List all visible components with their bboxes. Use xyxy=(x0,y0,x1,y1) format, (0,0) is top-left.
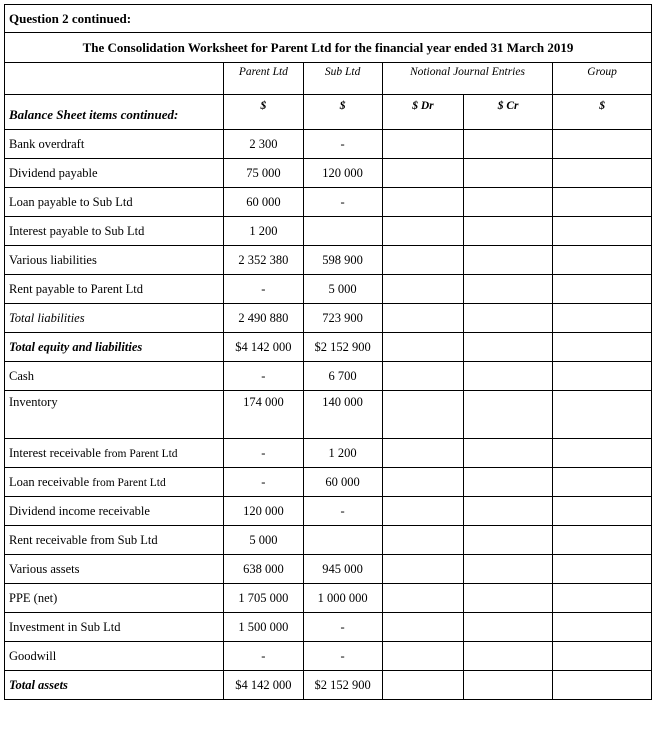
table-row xyxy=(5,468,652,497)
dr-cell[interactable] xyxy=(382,671,463,700)
table-row xyxy=(5,246,652,275)
group-cell[interactable] xyxy=(553,159,652,188)
dr-cell[interactable] xyxy=(382,275,463,304)
table-row xyxy=(5,275,652,304)
cr-cell[interactable] xyxy=(464,362,553,391)
table-row xyxy=(5,613,652,642)
table-row xyxy=(5,526,652,555)
dr-cell[interactable] xyxy=(382,613,463,642)
sub-value: 723 900 xyxy=(303,304,382,333)
dr-cell[interactable] xyxy=(382,304,463,333)
group-cell[interactable] xyxy=(553,188,652,217)
group-cell[interactable] xyxy=(553,642,652,671)
group-cell[interactable] xyxy=(553,304,652,333)
table-row xyxy=(5,671,652,700)
cr-cell[interactable] xyxy=(464,159,553,188)
parent-value: - xyxy=(224,439,303,468)
parent-value: 1 500 000 xyxy=(224,613,303,642)
row-label: Dividend income receivable xyxy=(5,497,224,526)
question-title: Question 2 continued: xyxy=(5,5,652,33)
cr-cell[interactable] xyxy=(464,188,553,217)
parent-value: $4 142 000 xyxy=(224,333,303,362)
parent-value: - xyxy=(224,362,303,391)
row-label-main: Loan receivable xyxy=(9,474,93,489)
table-row xyxy=(5,497,652,526)
cr-cell[interactable] xyxy=(464,584,553,613)
row-label-detail: from Parent Ltd xyxy=(92,476,166,489)
dr-cell[interactable] xyxy=(382,468,463,497)
sub-value: 120 000 xyxy=(303,159,382,188)
row-label xyxy=(5,468,224,497)
group-cell[interactable] xyxy=(553,555,652,584)
dr-cell[interactable] xyxy=(382,497,463,526)
group-cell[interactable] xyxy=(553,497,652,526)
dr-cell[interactable] xyxy=(382,362,463,391)
cr-cell[interactable] xyxy=(464,333,553,362)
dr-cell[interactable] xyxy=(382,159,463,188)
sub-value: 945 000 xyxy=(303,555,382,584)
parent-value: 60 000 xyxy=(224,188,303,217)
cr-cell[interactable] xyxy=(464,391,553,439)
cr-cell[interactable] xyxy=(464,497,553,526)
table-row xyxy=(5,188,652,217)
group-unit: $ xyxy=(553,95,652,130)
sub-value: 1 200 xyxy=(303,439,382,468)
cr-cell[interactable] xyxy=(464,468,553,497)
group-cell[interactable] xyxy=(553,391,652,439)
dr-cell[interactable] xyxy=(382,188,463,217)
sub-unit: $ xyxy=(303,95,382,130)
parent-value: 75 000 xyxy=(224,159,303,188)
sub-value xyxy=(303,526,382,555)
group-cell[interactable] xyxy=(553,130,652,159)
sub-value: - xyxy=(303,497,382,526)
worksheet-title: The Consolidation Worksheet for Parent Ltd for the financial year ended 31 March 2019 xyxy=(5,33,652,63)
sub-value: 6 700 xyxy=(303,362,382,391)
cr-cell[interactable] xyxy=(464,130,553,159)
dr-cell[interactable] xyxy=(382,555,463,584)
row-label: Rent receivable from Sub Ltd xyxy=(5,526,224,555)
label-column-header xyxy=(5,63,224,95)
table-row xyxy=(5,391,652,439)
row-label xyxy=(5,439,224,468)
cr-cell[interactable] xyxy=(464,275,553,304)
dr-cell[interactable] xyxy=(382,246,463,275)
worksheet-table xyxy=(4,4,652,700)
row-label-main: Interest receivable xyxy=(9,445,105,460)
parent-value: - xyxy=(224,642,303,671)
row-label: Various liabilities xyxy=(5,246,224,275)
table-row xyxy=(5,642,652,671)
row-label: Loan payable to Sub Ltd xyxy=(5,188,224,217)
table-row xyxy=(5,217,652,246)
table-row xyxy=(5,584,652,613)
sub-value xyxy=(303,217,382,246)
group-cell[interactable] xyxy=(553,439,652,468)
parent-value: 1 705 000 xyxy=(224,584,303,613)
sub-value: 140 000 xyxy=(303,391,382,439)
group-cell[interactable] xyxy=(553,246,652,275)
dr-unit: $ Dr xyxy=(382,95,463,130)
cr-cell[interactable] xyxy=(464,555,553,584)
sub-value: - xyxy=(303,642,382,671)
parent-value: 2 352 380 xyxy=(224,246,303,275)
cr-cell[interactable] xyxy=(464,613,553,642)
dr-cell[interactable] xyxy=(382,439,463,468)
group-cell[interactable] xyxy=(553,468,652,497)
balance-sheet-rows xyxy=(5,130,652,700)
row-label-detail: from Parent Ltd xyxy=(104,447,178,460)
row-label: Total assets xyxy=(5,671,224,700)
dr-cell[interactable] xyxy=(382,217,463,246)
group-column-header: Group xyxy=(553,63,652,95)
group-cell[interactable] xyxy=(553,333,652,362)
group-cell[interactable] xyxy=(553,526,652,555)
dr-cell[interactable] xyxy=(382,333,463,362)
parent-value: 2 300 xyxy=(224,130,303,159)
table-row xyxy=(5,130,652,159)
row-label: Rent payable to Parent Ltd xyxy=(5,275,224,304)
parent-value: 5 000 xyxy=(224,526,303,555)
table-row xyxy=(5,555,652,584)
table-row xyxy=(5,333,652,362)
cr-cell[interactable] xyxy=(464,217,553,246)
cr-cell[interactable] xyxy=(464,246,553,275)
sub-value: - xyxy=(303,613,382,642)
sub-value: - xyxy=(303,130,382,159)
parent-column-header: Parent Ltd xyxy=(224,63,303,95)
sub-value: $2 152 900 xyxy=(303,671,382,700)
group-cell[interactable] xyxy=(553,613,652,642)
cr-cell[interactable] xyxy=(464,642,553,671)
parent-value: 2 490 880 xyxy=(224,304,303,333)
row-label: Investment in Sub Ltd xyxy=(5,613,224,642)
group-cell[interactable] xyxy=(553,275,652,304)
dr-cell[interactable] xyxy=(382,391,463,439)
group-cell[interactable] xyxy=(553,671,652,700)
row-label: Goodwill xyxy=(5,642,224,671)
parent-unit: $ xyxy=(224,95,303,130)
cr-cell[interactable] xyxy=(464,439,553,468)
table-row xyxy=(5,304,652,333)
section-heading: Balance Sheet items continued: xyxy=(5,95,224,130)
group-cell[interactable] xyxy=(553,362,652,391)
table-row xyxy=(5,439,652,468)
dr-cell[interactable] xyxy=(382,526,463,555)
sub-value: 598 900 xyxy=(303,246,382,275)
cr-unit: $ Cr xyxy=(464,95,553,130)
parent-value: $4 142 000 xyxy=(224,671,303,700)
notional-entries-header: Notional Journal Entries xyxy=(382,63,552,95)
sub-column-header: Sub Ltd xyxy=(303,63,382,95)
parent-value: 120 000 xyxy=(224,497,303,526)
row-label: Total equity and liabilities xyxy=(5,333,224,362)
table-row xyxy=(5,362,652,391)
cr-cell[interactable] xyxy=(464,671,553,700)
table-row xyxy=(5,159,652,188)
cr-cell[interactable] xyxy=(464,526,553,555)
row-label: Inventory xyxy=(5,391,224,439)
sub-value: $2 152 900 xyxy=(303,333,382,362)
cr-cell[interactable] xyxy=(464,304,553,333)
row-label: Bank overdraft xyxy=(5,130,224,159)
row-label: Various assets xyxy=(5,555,224,584)
row-label: Total liabilities xyxy=(5,304,224,333)
sub-value: - xyxy=(303,188,382,217)
dr-cell[interactable] xyxy=(382,584,463,613)
sub-value: 60 000 xyxy=(303,468,382,497)
dr-cell[interactable] xyxy=(382,130,463,159)
consolidation-worksheet xyxy=(4,4,652,700)
sub-value: 1 000 000 xyxy=(303,584,382,613)
parent-value: 1 200 xyxy=(224,217,303,246)
row-label: PPE (net) xyxy=(5,584,224,613)
row-label: Interest payable to Sub Ltd xyxy=(5,217,224,246)
group-cell[interactable] xyxy=(553,584,652,613)
group-cell[interactable] xyxy=(553,217,652,246)
sub-value: 5 000 xyxy=(303,275,382,304)
parent-value: 638 000 xyxy=(224,555,303,584)
parent-value: - xyxy=(224,275,303,304)
row-label: Dividend payable xyxy=(5,159,224,188)
parent-value: 174 000 xyxy=(224,391,303,439)
dr-cell[interactable] xyxy=(382,642,463,671)
row-label: Cash xyxy=(5,362,224,391)
parent-value: - xyxy=(224,468,303,497)
